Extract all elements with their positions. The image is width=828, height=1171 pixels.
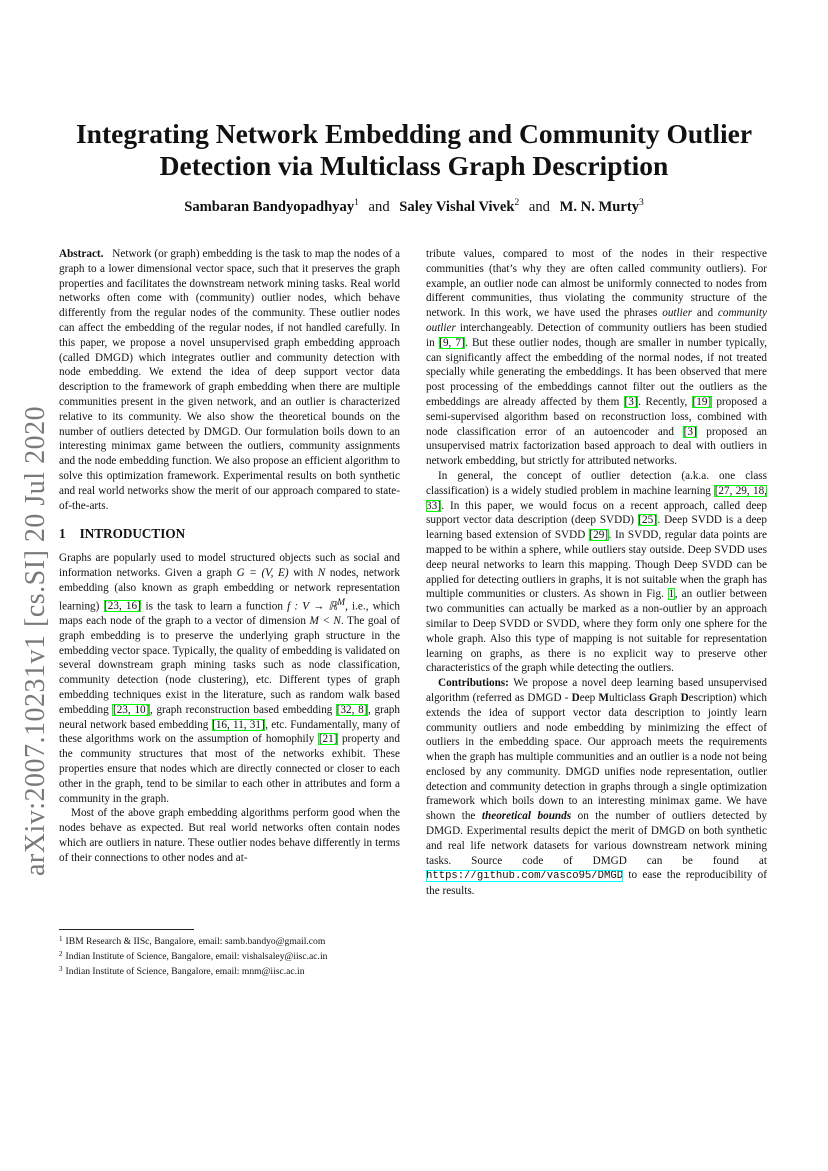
citation-link[interactable]: [23, 16] — [104, 600, 141, 613]
footnote-text: IBM Research & IISc, Bangalore, email: samb.bandyo@gmail.com — [65, 936, 326, 947]
author-1: Sambaran Bandyopadhyay — [184, 199, 355, 215]
footnote-mark: 3 — [59, 965, 63, 973]
arxiv-stamp[interactable]: arXiv:2007.10231v1 [cs.SI] 20 Jul 2020 — [20, 405, 51, 876]
acronym-letter: M — [598, 691, 609, 704]
footnote-2 — [59, 948, 400, 963]
footnote-mark: 2 — [59, 950, 63, 958]
author-separator: and — [368, 199, 390, 215]
paper-title — [40, 118, 788, 182]
text-run: Graphs are popularly used to model structured objects such as social and information networks. Given a graph — [59, 552, 400, 579]
citation-link[interactable]: [21] — [318, 733, 338, 746]
footnote-text: Indian Institute of Science, Bangalore, email: vishalsaley@iisc.ac.in — [65, 951, 328, 962]
author-3-affiliation-mark: 3 — [639, 198, 644, 208]
text-run: , i.e., which maps each node of the graph to a vector of dimension — [59, 600, 400, 628]
text-run: , graph neural network based embedding — [59, 703, 400, 731]
abstract-label: Abstract. — [59, 248, 104, 260]
footnote-mark: 1 — [59, 935, 63, 943]
math-inline: N — [317, 566, 326, 579]
footnote-rule — [59, 929, 194, 930]
footnotes — [59, 929, 400, 978]
math-inline: M < N — [309, 615, 341, 628]
citation-link[interactable]: [16, 11, 31] — [212, 718, 265, 731]
text-run: and — [692, 307, 718, 320]
math-superscript: M — [337, 597, 346, 608]
text-run: with — [288, 566, 318, 579]
intro-paragraph-continued — [426, 247, 767, 469]
emphasis: community outlier — [426, 307, 767, 334]
abstract-text: Network (or graph) embedding is the task to map the nodes of a graph to a lower dimensional vector space, such that it preserves the graph properties and facilitates the downstream network mining tasks. Real world networks often come with (community) outlier nodes, which behave differently from the regular nodes of the community. These outlier nodes can affect the embedding of the regular nodes, if not handled carefully. In this paper, we propose a novel unsupervised graph embedding approach (called DMGD) which integrates outlier and community detection with node embedding. We extend the idea of deep support vector data description to the framework of graph embedding when there are multiple communities present in the given network, and an outlier is characterized relative to its community. We also show the theoretical bounds on the number of outliers detected by DMGD. Our formulation boils down to an interesting minimax game between the outliers, community assignments and the node embedding function. We also propose an efficient algorithm to solve this optimization framework. Experimental results on both synthetic and real world networks show the merit of our approach compared to state-of-the-arts. — [59, 248, 400, 512]
footnote-text: Indian Institute of Science, Bangalore, email: mnm@iisc.ac.in — [65, 966, 305, 977]
math-inline: G = (V, E) — [236, 566, 289, 579]
footnote-3 — [59, 963, 400, 978]
text-run: interchangeably. Detection of community outliers has been studied in — [426, 321, 767, 349]
emphasis: outlier — [662, 307, 693, 320]
intro-paragraph-3 — [426, 469, 767, 676]
text-run: We propose a novel deep learning based unsupervised algorithm (referred as DMGD - — [426, 677, 767, 704]
right-column — [426, 247, 767, 899]
title-line-2: Detection via Multiclass Graph Description — [159, 150, 669, 181]
acronym-letter: D — [571, 691, 580, 704]
contributions-label: Contributions: — [438, 677, 509, 690]
bold-emphasis: theoretical bounds — [481, 810, 572, 823]
acronym-letter: D — [680, 691, 689, 704]
text-run: . The goal of graph embedding is to preserve the underlying graph structure in the embedding vector space. Typically, the quality of embedding is validated on several downstream graph mining tasks such as node classification, community detection (node clustering), etc. Different types of graph embedding techniques exist in the literature, such as random walk based embedding — [59, 615, 400, 716]
author-2-affiliation-mark: 2 — [514, 198, 520, 208]
text-run: . In SVDD, regular data points are mapped to be within a sphere, while outliers stay outside. Deep SVDD uses deep neural networks to learn this mapping. Though Deep SVDD can be applied for detecting outliers in graphs, it is not suitable when the graph has multiple communities or clusters. As shown in Fig. — [426, 529, 767, 601]
text-run: raph — [657, 691, 681, 704]
citation-link[interactable]: [23, 10] — [112, 703, 150, 716]
text-run: to ease the reproducibility of the results. — [426, 869, 767, 898]
text-run: . Deep SVDD is a deep learning based extension of SVDD — [426, 514, 767, 542]
footnote-1 — [59, 933, 400, 948]
text-run: on the number of outliers detected by DMGD. Experimental results depict the merit of DMGD on both synthetic and real life network datasets for various downstream network mining tasks. Source code of DMGD can be found at — [426, 810, 768, 867]
author-2: Saley Vishal Vivek — [399, 199, 515, 215]
author-3: M. N. Murty — [559, 199, 640, 215]
abstract — [59, 247, 400, 513]
title-line-1: Integrating Network Embedding and Community Outlier — [75, 118, 753, 149]
text-run: , graph reconstruction based embedding — [149, 703, 337, 716]
text-run: property and the community structures that most of the networks exhibit. These properties ensure that nodes which are directly connected or closer to each other in the graph, tend to be similar to each other in attributes and form a community in the graph. — [59, 733, 400, 805]
text-run: tribute values, compared to most of the nodes in their respective communities (that’s why they are often called community outliers). For example, an outlier node can almost be uniformly connected to nodes from different communities, thus violating the community structure of the network. In this work, we have used the phrases — [426, 248, 767, 320]
citation-link[interactable]: [27, 29, 18, 33] — [426, 484, 767, 512]
citation-link[interactable]: [19] — [692, 395, 712, 408]
citation-link[interactable]: [9, 7] — [439, 336, 465, 349]
text-run: . Recently, — [638, 395, 693, 408]
author-separator: and — [528, 199, 550, 215]
text-run: , etc. Fundamentally, many of these algorithms work on the assumption of homophily — [59, 718, 400, 746]
text-run: . In this paper, we would focus on a recent approach, called deep support vector data description (deep SVDD) — [426, 499, 767, 527]
figure-link[interactable]: 1 — [668, 588, 675, 601]
text-run: , an outlier between two communities can actually be marked as a non-outlier by an approach similar to Deep SVDD or SVDD, where they form only one sphere for the whole graph. Also this type of mapping is not suitable for representation learning on graphs, as there is no explicit way to preserve other characteristics of the graph while detecting the outliers. — [426, 588, 767, 675]
citation-link[interactable]: [3] — [683, 425, 697, 438]
author-list — [40, 198, 788, 216]
left-column — [59, 247, 400, 866]
section-title: INTRODUCTION — [79, 526, 186, 542]
text-run: In general, the concept of outlier detection (a.k.a. one class classification) is a widely studied problem in machine learning — [426, 469, 767, 497]
citation-link[interactable]: [3] — [624, 395, 638, 408]
math-inline: f : V → ℝ — [287, 600, 338, 613]
intro-paragraph-2: Most of the above graph embedding algorithms perform good when the nodes behave as expected. But real world networks often contain nodes which are outliers in nature. These outlier nodes behave differently in terms of their connections to other nodes and at- — [59, 807, 400, 864]
text-run: eep — [579, 691, 599, 704]
acronym-letter: G — [648, 691, 658, 704]
text-run: . But these outlier nodes, though are smaller in number typically, can significantly affect the embedding of the normal nodes, if not treated specially while generating the embeddings. It has been observed that mere post processing of the embeddings cannot filter out the outliers as the embeddings are already affected by them — [426, 336, 768, 408]
section-number: 1 — [59, 526, 66, 542]
text-run: proposed a semi-supervised algorithm based on reconstruction loss, combined with node classification error of an autoencoder and — [426, 395, 767, 438]
intro-paragraph-1 — [59, 551, 400, 806]
text-run: escription) which extends the idea of support vector data description to jointly learn community outliers and node embedding by minimizing the effect of outliers in the embedding space. Our approach meets the requirements when the graph has multiple communities and an outlier is a node not being enclosed by any community. DMGD unifies node representation, outlier detection and community detection in graphs through a single optimization framework which boils down to an interesting minimax game. We have shown the — [426, 691, 767, 823]
citation-link[interactable]: [32, 8] — [336, 703, 368, 716]
citation-link[interactable]: [25] — [638, 514, 657, 527]
text-run: proposed an unsupervised matrix factorization based approach to deal with outliers in network embedding, but strictly for attributed networks. — [426, 425, 768, 468]
author-1-affiliation-mark: 1 — [354, 198, 359, 208]
text-run: ulticlass — [608, 691, 649, 704]
section-heading — [59, 527, 400, 542]
citation-link[interactable]: [29] — [589, 529, 609, 542]
contributions-paragraph — [426, 676, 767, 899]
code-url-link[interactable]: https://github.com/vasco95/DMGD — [426, 870, 624, 883]
text-run: nodes, network embedding (also known as graph embedding or network representation learning) — [59, 566, 401, 613]
text-run: is the task to learn a function — [141, 600, 288, 613]
